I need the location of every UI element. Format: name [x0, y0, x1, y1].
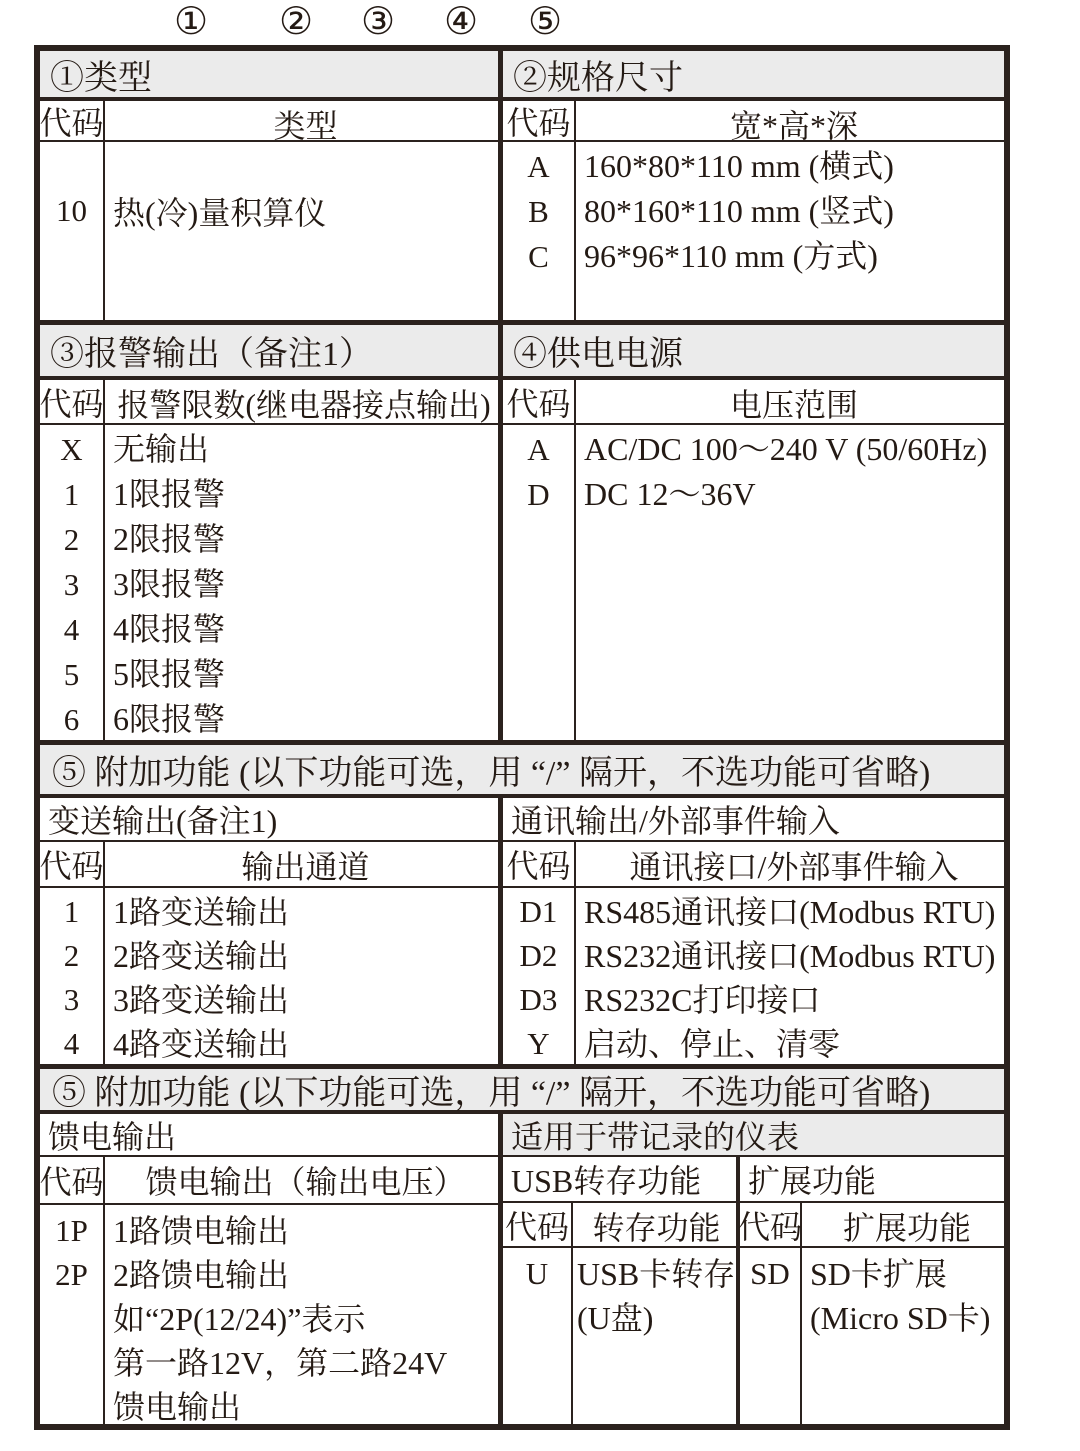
section5b-subtitle-row — [40, 1114, 1004, 1157]
callout-4-icon: ④ — [444, 1, 479, 43]
section3-row-desc: 5限报警 — [113, 656, 226, 692]
section3-row-desc: 3限报警 — [113, 566, 226, 602]
section5b-row-code — [40, 1385, 103, 1429]
section5a-row-code: 4 — [63, 1026, 80, 1061]
section12-header-row — [40, 51, 1004, 101]
section4-row-code: A — [527, 432, 550, 467]
section5a-right-desc-header: 通讯接口/外部事件输入 — [629, 849, 959, 885]
callout-3-icon: ③ — [361, 1, 396, 43]
section5a-row-code: 2 — [63, 938, 80, 973]
section5a-row-desc: 1路变送输出 — [113, 894, 290, 930]
section3-row-desc: 6限报警 — [113, 701, 226, 737]
section1-desc-header: 类型 — [273, 108, 338, 140]
usb-code-header: 代码 — [503, 1203, 573, 1246]
section3-row-code: 2 — [63, 522, 80, 557]
section2-row-desc: 160*80*110 mm (横式) — [584, 148, 894, 184]
ext-code-header: 代码 — [740, 1203, 802, 1246]
section1-row-desc: 热(冷)量积算仪 — [113, 195, 327, 231]
section5b-row-desc: 1路馈电输出 — [113, 1213, 290, 1249]
ext-row-desc-line2: (Micro SD卡) — [810, 1300, 991, 1336]
usb-desc-header: 转存功能 — [592, 1210, 721, 1246]
section5a-row-code: D3 — [519, 982, 558, 1017]
section5b-row-desc: 馈电输出 — [113, 1389, 242, 1425]
section5b-row-desc: 2路馈电输出 — [113, 1257, 290, 1293]
feed-output-subtable — [40, 1157, 503, 1424]
section5b-row-desc: 第一路12V，第二路24V — [113, 1345, 448, 1381]
section3-row-desc: 4限报警 — [113, 611, 226, 647]
section12-body-row — [40, 142, 1004, 325]
callout-5-icon: ⑤ — [528, 1, 563, 43]
section5b-left-code-header: 代码 — [40, 1157, 105, 1203]
ext-row-code: SD — [750, 1256, 790, 1291]
usb-row-desc-line2: (U盘) — [577, 1300, 654, 1336]
section2-desc-header: 宽*高*深 — [729, 108, 858, 140]
section3-desc-header: 报警限数(继电器接点输出) — [117, 387, 491, 423]
section34-header-row — [40, 325, 1004, 380]
section5a-subtitle-row — [40, 798, 1004, 842]
section3-row-code: 1 — [63, 477, 80, 512]
ordering-code-table — [34, 45, 1010, 1430]
section2-row-code: A — [527, 149, 550, 184]
section3-title: ③报警输出（备注1） — [40, 325, 503, 376]
ext-row-desc-line1: SD卡扩展 — [810, 1256, 947, 1292]
section5a-body-row — [40, 888, 1004, 1069]
section5a-row-desc: 4路变送输出 — [113, 1026, 290, 1062]
section3-row-desc: 1限报警 — [113, 476, 226, 512]
section5b-row-code: 2P — [55, 1257, 88, 1292]
section34-body-row — [40, 425, 1004, 745]
section34-subheader-row — [40, 380, 1004, 425]
section5a-row-desc: 启动、停止、清零 — [584, 1026, 841, 1062]
usb-row-code: U — [525, 1256, 549, 1291]
section3-row-desc: 2限报警 — [113, 521, 226, 557]
section5b-left-subtitle: 馈电输出 — [40, 1114, 503, 1155]
section5b-title: ⑤ 附加功能 (以下功能可选，用 “/” 隔开，不选功能可省略) — [40, 1069, 1004, 1110]
section2-row-code: B — [528, 194, 549, 229]
section5b-row-code — [40, 1297, 103, 1341]
section3-row-code: X — [60, 432, 83, 467]
callout-2-icon: ② — [279, 1, 314, 43]
section5a-row-code: 1 — [63, 894, 80, 929]
section2-row-desc: 80*160*110 mm (竖式) — [584, 193, 894, 229]
section3-row-code: 5 — [63, 657, 80, 692]
section2-row-code: C — [528, 239, 549, 274]
section1-row-code: 10 — [40, 142, 105, 320]
usb-row-desc-line1: USB卡转存 — [577, 1256, 736, 1292]
section5a-row-code: Y — [527, 1026, 550, 1061]
section2-row-desc: 96*96*110 mm (方式) — [584, 238, 878, 274]
section5a-row-code: 3 — [63, 982, 80, 1017]
usb-subtable-title: USB转存功能 — [503, 1157, 736, 1203]
section12-subheader-row — [40, 101, 1004, 142]
section5b-right-subtitle: 适用于带记录的仪表 — [503, 1114, 1004, 1155]
section5a-right-code-header: 代码 — [503, 842, 576, 886]
usb-transfer-subtable — [503, 1157, 740, 1424]
section3-row-code: 3 — [63, 567, 80, 602]
section4-title: ④供电电源 — [503, 325, 1004, 376]
section5a-row-code: D2 — [519, 938, 558, 973]
section5a-row-desc: RS485通讯接口(Modbus RTU) — [584, 894, 996, 930]
section5b-left-desc-header: 馈电输出（输出电压） — [145, 1164, 466, 1200]
section5a-row-desc: RS232C打印接口 — [584, 982, 821, 1018]
section3-row-desc: 无输出 — [113, 431, 210, 467]
section3-code-header: 代码 — [40, 380, 105, 423]
section5a-header-row — [40, 745, 1004, 798]
ext-desc-header: 扩展功能 — [842, 1210, 971, 1246]
section5b-row-code: 1P — [55, 1213, 88, 1248]
section5a-left-code-header: 代码 — [40, 842, 105, 886]
section4-row-desc: AC/DC 100～240 V (50/60Hz) — [584, 431, 988, 467]
section4-row-code: D — [527, 477, 550, 512]
section5a-row-code: D1 — [519, 894, 558, 929]
section5b-row-code — [40, 1341, 103, 1385]
section4-row-desc: DC 12～36V — [584, 476, 756, 512]
section5b-body-row — [40, 1157, 1004, 1424]
callout-1-icon: ① — [174, 1, 209, 43]
section5a-row-desc: 2路变送输出 — [113, 938, 290, 974]
ext-subtable-title: 扩展功能 — [740, 1157, 1004, 1203]
section4-code-header: 代码 — [503, 380, 576, 423]
section5a-row-desc: 3路变送输出 — [113, 982, 290, 1018]
section2-title: ②规格尺寸 — [503, 51, 1004, 97]
section5a-title: ⑤ 附加功能 (以下功能可选，用 “/” 隔开，不选功能可省略) — [40, 745, 1004, 794]
section1-title: ①类型 — [40, 51, 503, 97]
section4-desc-header: 电压范围 — [729, 387, 858, 423]
section5a-subheader-row — [40, 842, 1004, 888]
section5a-left-subtitle: 变送输出(备注1) — [40, 798, 503, 840]
section3-row-code: 4 — [63, 612, 80, 647]
extension-subtable — [740, 1157, 1004, 1424]
section5a-right-subtitle: 通讯输出/外部事件输入 — [511, 803, 840, 839]
section5b-row-desc: 如“2P(12/24)”表示 — [113, 1301, 366, 1337]
section1-code-header: 代码 — [40, 101, 105, 140]
section5b-header-row — [40, 1069, 1004, 1114]
section5a-row-desc: RS232通讯接口(Modbus RTU) — [584, 938, 996, 974]
section2-code-header: 代码 — [503, 101, 576, 140]
section3-row-code: 6 — [63, 702, 80, 737]
section5a-left-desc-header: 输出通道 — [241, 849, 370, 885]
